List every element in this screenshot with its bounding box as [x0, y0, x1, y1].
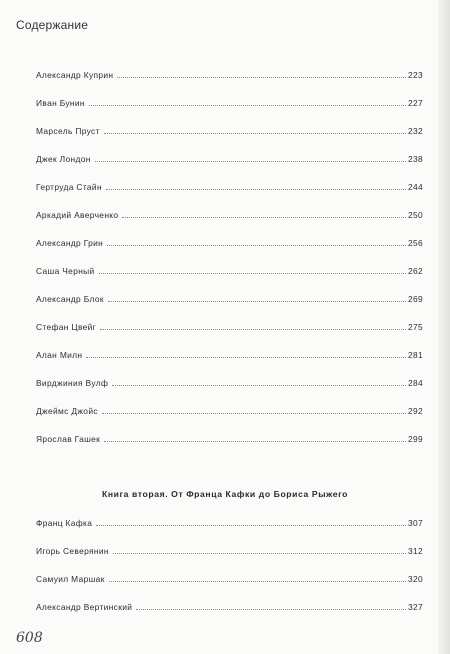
toc-entry-page: 275 — [407, 322, 423, 332]
toc-entry-author: Иван Бунин — [36, 98, 85, 108]
toc-entry-page: 307 — [407, 518, 423, 528]
toc-entry-author: Джеймс Джойс — [36, 406, 98, 416]
toc-entry-author: Алан Милн — [36, 350, 83, 360]
toc-entry[interactable] — [36, 318, 423, 332]
toc-entry-page: 223 — [407, 70, 423, 80]
toc-entry[interactable] — [36, 94, 423, 108]
dot-leader — [117, 76, 406, 78]
toc-entry[interactable] — [36, 178, 423, 192]
dot-leader — [86, 356, 406, 358]
toc-entry[interactable] — [36, 290, 423, 304]
toc-entry[interactable] — [36, 66, 423, 80]
toc-entry-author: Джек Лондон — [36, 154, 91, 164]
toc-entry-page: 227 — [407, 98, 423, 108]
dot-leader — [104, 440, 406, 442]
toc-entry-page: 262 — [407, 266, 423, 276]
toc-entry-page: 327 — [407, 602, 423, 612]
toc-entry-author: Самуил Маршак — [36, 574, 105, 584]
toc-entry[interactable] — [36, 542, 423, 556]
toc-entry[interactable] — [36, 598, 423, 612]
dot-leader — [96, 524, 406, 526]
toc-entry-author: Игорь Северянин — [36, 546, 109, 556]
toc-entry[interactable] — [36, 206, 423, 220]
toc-entry-page: 284 — [407, 378, 423, 388]
toc-entry-author: Гертруда Стайн — [36, 182, 102, 192]
toc-entry-page: 312 — [407, 546, 423, 556]
toc-entry[interactable] — [36, 262, 423, 276]
toc-entry[interactable] — [36, 122, 423, 136]
toc-entry[interactable] — [36, 514, 423, 528]
toc-entry-page: 292 — [407, 406, 423, 416]
toc-entry-page: 299 — [407, 434, 423, 444]
dot-leader — [106, 188, 406, 190]
toc-entry[interactable] — [36, 374, 423, 388]
toc-entry-page: 232 — [407, 126, 423, 136]
dot-leader — [89, 104, 406, 106]
toc-entry-page: 256 — [407, 238, 423, 248]
toc-entry[interactable] — [36, 570, 423, 584]
toc-entry-author: Александр Блок — [36, 294, 104, 304]
dot-leader — [107, 244, 406, 246]
toc-entry[interactable] — [36, 346, 423, 360]
toc-entry-author: Марсель Пруст — [36, 126, 100, 136]
dot-leader — [136, 608, 406, 610]
toc-entry-author: Ярослав Гашек — [36, 434, 101, 444]
toc-entry-page: 250 — [407, 210, 423, 220]
running-header: Содержание — [16, 18, 89, 32]
toc-entry[interactable] — [36, 234, 423, 248]
toc-entry-page: 320 — [407, 574, 423, 584]
toc-entry-page: 269 — [407, 294, 423, 304]
toc-entry-author: Франц Кафка — [36, 518, 93, 528]
toc-entry-author: Вирджиния Вулф — [36, 378, 109, 388]
dot-leader — [112, 384, 406, 386]
toc-entry[interactable] — [36, 150, 423, 164]
dot-leader — [113, 552, 406, 554]
dot-leader — [104, 132, 406, 134]
toc-entry-page: 244 — [407, 182, 423, 192]
dot-leader — [122, 216, 406, 218]
toc-entry-page: 281 — [407, 350, 423, 360]
toc-entry-author: Аркадий Аверченко — [36, 210, 119, 220]
toc-entry[interactable] — [36, 402, 423, 416]
dot-leader — [108, 300, 406, 302]
toc-entry-author: Стефан Цвейг — [36, 322, 97, 332]
dot-leader — [109, 580, 406, 582]
toc-entry-author: Саша Черный — [36, 266, 95, 276]
dot-leader — [102, 412, 406, 414]
dot-leader — [100, 328, 406, 330]
toc-entry-author: Александр Грин — [36, 238, 104, 248]
dot-leader — [95, 160, 406, 162]
toc-entry-author: Александр Куприн — [36, 70, 114, 80]
page-number: 608 — [16, 630, 43, 646]
toc-entry-page: 238 — [407, 154, 423, 164]
toc-entry[interactable] — [36, 430, 423, 444]
dot-leader — [99, 272, 406, 274]
toc-entry-author: Александр Вертинский — [36, 602, 133, 612]
book-part-title: Книга вторая. От Франца Кафки до Бориса Рыжего — [101, 489, 349, 499]
